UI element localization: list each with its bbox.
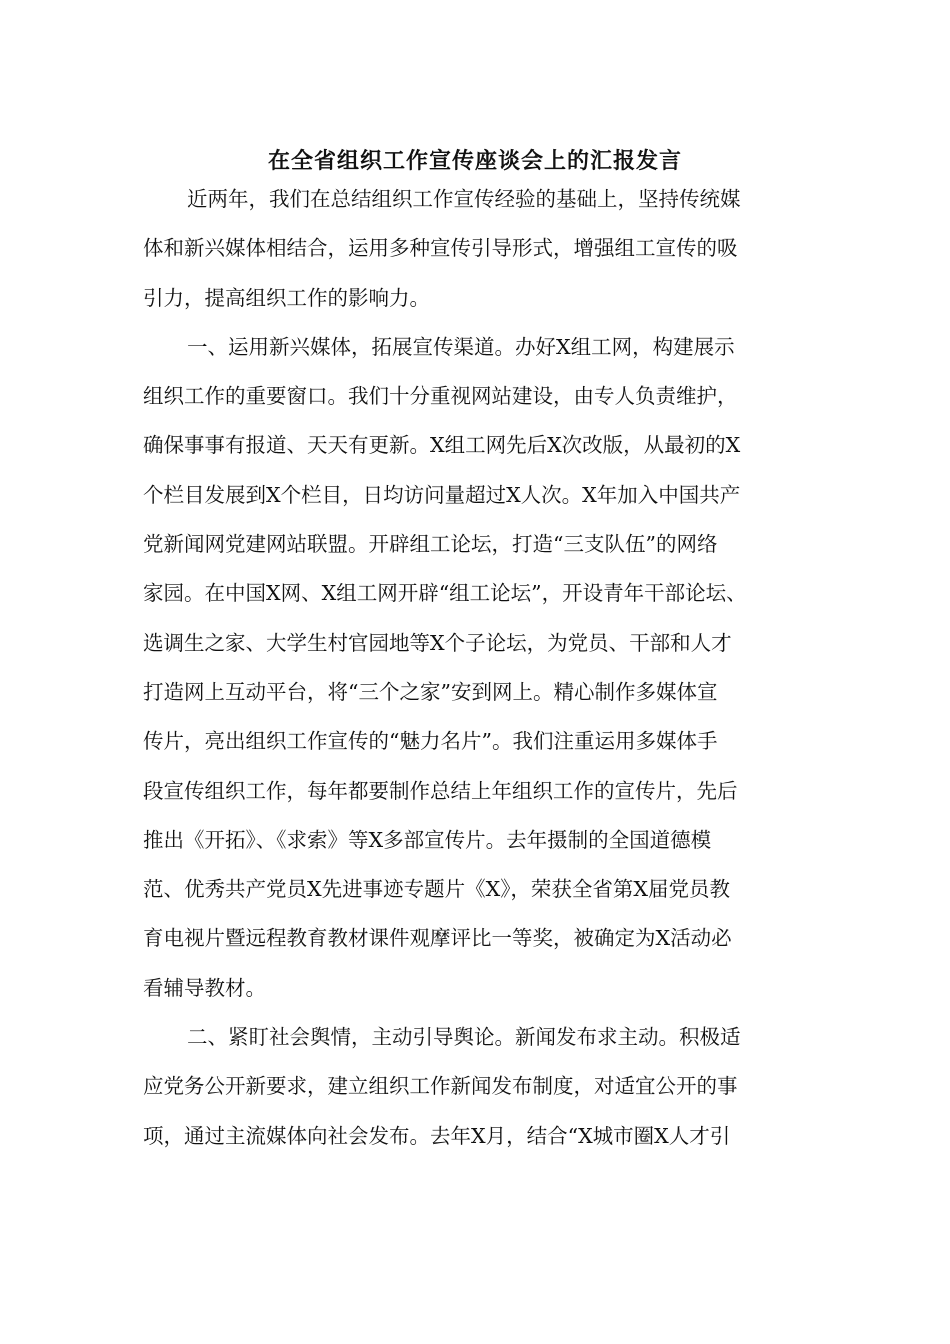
paragraph-2-line-12: 范、优秀共产党员X先进事迹专题片《X》，荣获全省第X届党员教 — [143, 877, 731, 902]
paragraph-2-line-8: 打造网上互动平台，将“三个之家”安到网上。精心制作多媒体宣 — [143, 679, 718, 704]
document-title: 在全省组织工作宣传座谈会上的汇报发言 — [267, 149, 682, 174]
paragraph-2-line-6: 家园。在中国X网、X组工网开辟“组工论坛”，开设青年干部论坛、 — [143, 581, 747, 606]
paragraph-3-line-2: 应党务公开新要求，建立组织工作新闻发布制度，对适宜公开的事 — [143, 1074, 738, 1099]
paragraph-1-line-2: 体和新兴媒体相结合，运用多种宣传引导形式，增强组工宣传的吸 — [143, 236, 738, 261]
paragraph-1-line-1: 近两年，我们在总结组织工作宣传经验的基础上，坚持传统媒 — [187, 187, 741, 211]
document-body — [143, 175, 823, 1161]
paragraph-1-line-3: 引力，提高组织工作的影响力。 — [143, 285, 430, 310]
paragraph-3-line-1: 二、紧盯社会舆情，主动引导舆论。新闻发布求主动。积极适 — [187, 1025, 741, 1050]
paragraph-2-line-4: 个栏目发展到X个栏目，日均访问量超过X人次。X年加入中国共产 — [143, 482, 741, 507]
paragraph-2-line-7: 选调生之家、大学生村官园地等X个子论坛，为党员、干部和人才 — [143, 630, 732, 655]
paragraph-2-line-14: 看辅导教材。 — [143, 975, 266, 1000]
paragraph-2-line-5: 党新闻网党建网站联盟。开辟组工论坛，打造“三支队伍”的网络 — [143, 532, 718, 557]
paragraph-2-line-13: 育电视片暨远程教育教材课件观摩评比一等奖，被确定为X活动必 — [143, 926, 732, 951]
paragraph-2-line-3: 确保事事有报道、天天有更新。X组工网先后X次改版，从最初的X — [143, 433, 741, 458]
paragraph-3-line-3: 项，通过主流媒体向社会发布。去年X月，结合“X城市圈X人才引 — [143, 1123, 731, 1148]
paragraph-2-line-11: 推出《开拓》、《求索》等X多部宣传片。去年摄制的全国道德模 — [143, 827, 712, 852]
paragraph-2-line-9: 传片，亮出组织工作宣传的“魅力名片”。我们注重运用多媒体手 — [143, 729, 718, 754]
paragraph-2-line-1: 一、运用新兴媒体，拓展宣传渠道。办好X组工网，构建展示 — [187, 334, 735, 359]
paragraph-2-line-2: 组织工作的重要窗口。我们十分重视网站建设，由专人负责维护， — [143, 384, 738, 409]
paragraph-2-line-10: 段宣传组织工作，每年都要制作总结上年组织工作的宣传片，先后 — [143, 778, 738, 803]
